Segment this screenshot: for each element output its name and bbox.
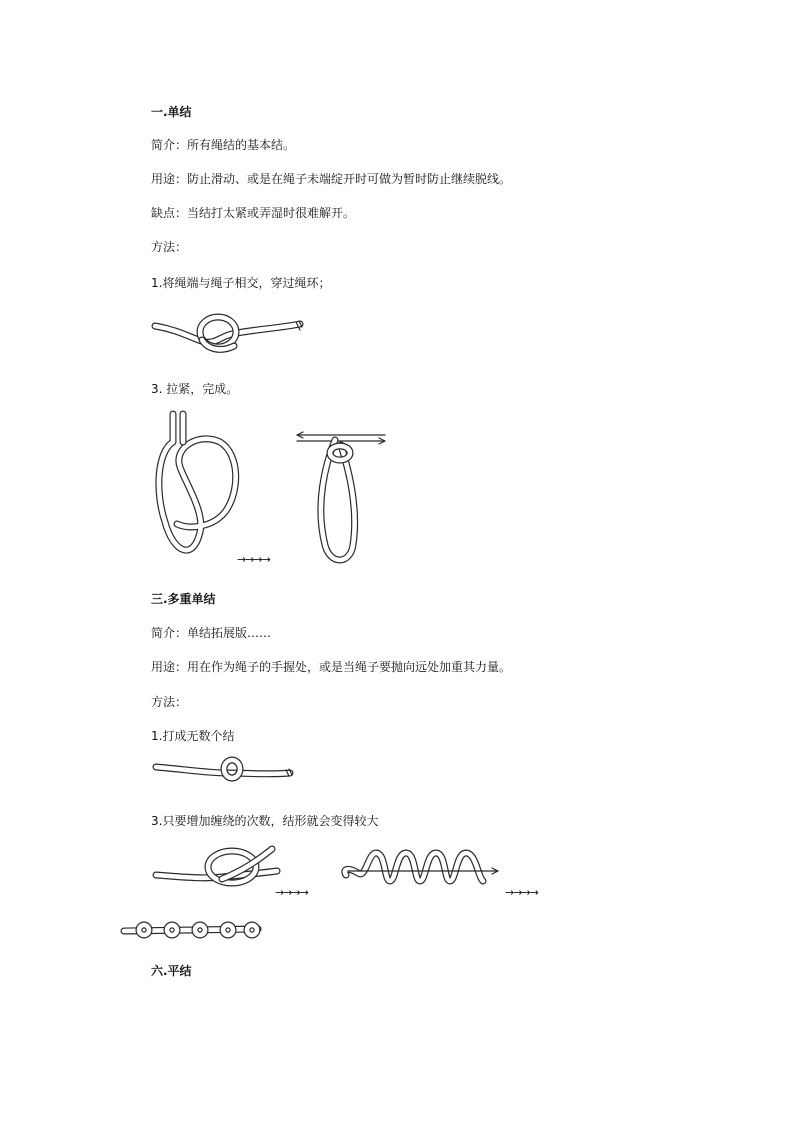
use-text: 用途：防止滑动、或是在绳子未端绽开时可做为暂时防止继续脱线。: [151, 172, 512, 186]
step3-text: 3. 拉紧，完成。: [151, 382, 239, 396]
method-label: 方法：: [151, 240, 188, 254]
arrow-sequence: →→→→: [275, 886, 308, 899]
method-label: 方法：: [151, 695, 188, 709]
use-text: 用途：用在作为绳子的手握处，或是当绳子要抛向远处加重其力量。: [151, 660, 512, 674]
section-heading-overhand: 一.单结: [151, 105, 192, 119]
section-heading-square-knot: 六.平结: [151, 964, 192, 978]
intro-text: 简介：所有绳结的基本结。: [151, 138, 296, 152]
arrow-sequence: →→→→: [505, 886, 538, 899]
multiple-overhand-step1-illustration: [152, 755, 297, 785]
overhand-knot-tightened-illustration: [295, 425, 395, 565]
multiple-overhand-wrap-illustration: [152, 843, 282, 891]
multiple-overhand-coils-illustration: [338, 843, 508, 895]
overhand-knot-step1-illustration: [150, 310, 310, 360]
step3-text: 3.只要增加缠绕的次数，结形就会变得较大: [151, 814, 379, 828]
step1-text: 1.打成无数个结: [151, 729, 235, 743]
multiple-overhand-finished-illustration: [120, 918, 265, 942]
cons-text: 缺点：当结打太紧或弄湿时很难解开。: [151, 206, 356, 220]
overhand-knot-loop-illustration: [155, 412, 245, 562]
section-heading-multiple-overhand: 三.多重单结: [151, 592, 216, 606]
arrow-sequence: →→→→: [237, 553, 270, 566]
intro-text: 简介：单结拓展版……: [151, 626, 272, 640]
step1-text: 1.将绳端与绳子相交，穿过绳环；: [151, 276, 331, 290]
